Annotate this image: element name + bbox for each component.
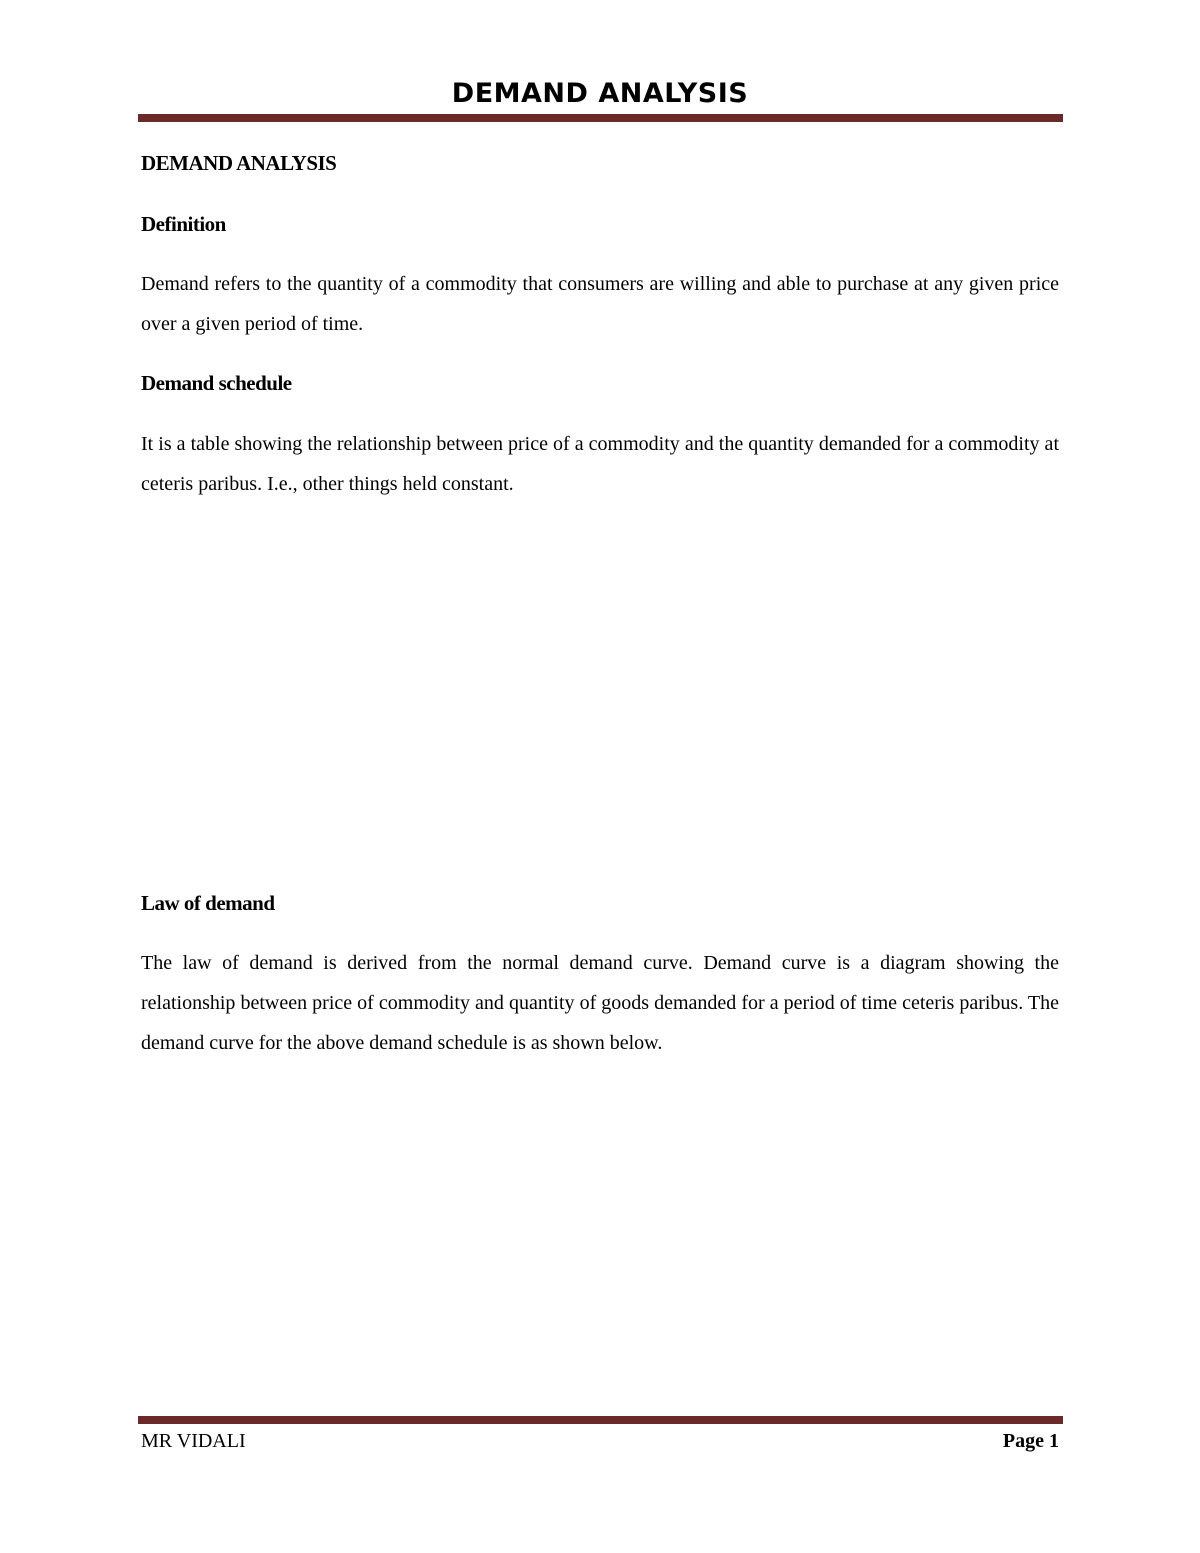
header-divider — [138, 114, 1063, 122]
law-of-demand-paragraph: The law of demand is derived from the normal demand curve. Demand curve is a diagram showing the relationship between price of commodity and quantity of goods demanded for a period of time ceteris paribus. The demand curve for the above demand schedule is as shown below. — [141, 952, 1059, 1054]
main-heading: DEMAND ANALYSIS — [141, 151, 337, 175]
demand-schedule-heading: Demand schedule — [141, 371, 292, 395]
law-of-demand-heading: Law of demand — [141, 891, 275, 915]
definition-paragraph: Demand refers to the quantity of a commodity that consumers are willing and able to purchase at any given price over a given period of time. — [141, 273, 1059, 335]
page-number: Page 1 — [1002, 1430, 1059, 1452]
footer-author: MR VIDALI — [141, 1430, 246, 1452]
header-title: DEMAND ANALYSIS — [451, 78, 749, 109]
demand-schedule-paragraph: It is a table showing the relationship between price of a commodity and the quantity demanded for a commodity at ceteris paribus. I.e., other things held constant. — [141, 433, 1059, 495]
footer-divider — [138, 1416, 1063, 1424]
definition-heading: Definition — [141, 212, 226, 236]
